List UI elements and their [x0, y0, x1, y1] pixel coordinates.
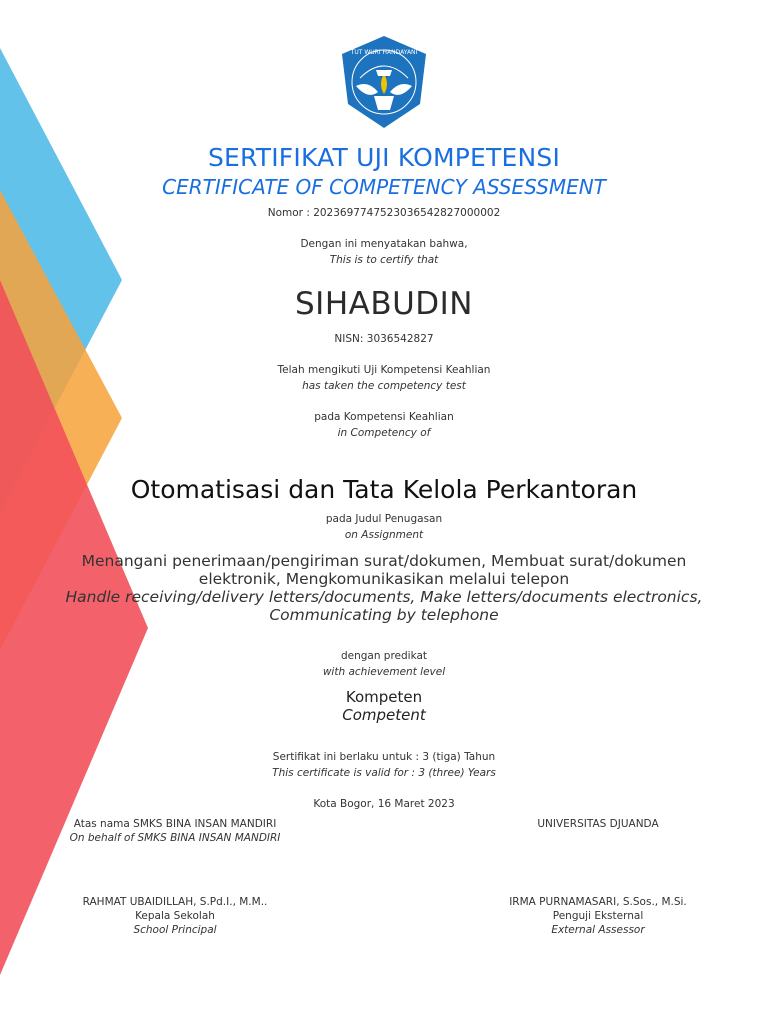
- certificate-subtitle: CERTIFICATE OF COMPETENCY ASSESSMENT: [162, 175, 606, 199]
- predicate-label-id: dengan predikat: [340, 650, 428, 662]
- recipient-nisn: NISN: 3036542827: [334, 333, 434, 345]
- assignment-label-en: on Assignment: [344, 529, 424, 541]
- validity-id: Sertifikat ini berlaku untuk : 3 (tiga) Tahun: [272, 751, 496, 763]
- assignment-label-id: pada Judul Penugasan: [325, 513, 443, 525]
- left-signer-role-id: Kepala Sekolah: [135, 910, 215, 922]
- right-signer-role-id: Penguji Eksternal: [552, 910, 644, 922]
- certify-statement-en: This is to certify that: [329, 254, 439, 266]
- assignment-id-line2: elektronik, Mengkomunikasikan melalui telepon: [198, 570, 570, 588]
- right-signer-block: [478, 895, 718, 937]
- validity-en: This certificate is valid for : 3 (three) Years: [272, 767, 496, 779]
- competency-label-id: pada Kompetensi Keahlian: [314, 411, 454, 423]
- certificate-title: SERTIFIKAT UJI KOMPETENSI: [207, 143, 561, 172]
- left-signer-org: [55, 817, 295, 845]
- assignment-en-line2: Communicating by telephone: [269, 606, 499, 624]
- predicate-id: Kompeten: [345, 688, 423, 706]
- test-statement-en: has taken the competency test: [302, 380, 466, 392]
- test-statement-id: Telah mengikuti Uji Kompetensi Keahlian: [277, 364, 491, 376]
- logo-text: TUT WURI HANDAYANI: [350, 49, 418, 56]
- competency-name: Otomatisasi dan Tata Kelola Perkantoran: [130, 475, 638, 504]
- left-signer-org-id: Atas nama SMKS BINA INSAN MANDIRI: [73, 818, 277, 830]
- right-signer-org: [478, 817, 718, 831]
- right-signer-role-en: External Assessor: [551, 924, 645, 936]
- tut-wuri-handayani-logo: [334, 34, 434, 130]
- place-date: Kota Bogor, 16 Maret 2023: [313, 798, 455, 810]
- predicate-label-en: with achievement level: [322, 666, 446, 678]
- left-signer-role-en: School Principal: [133, 924, 217, 936]
- left-signer-block: [55, 895, 295, 937]
- right-signer-name: IRMA PURNAMASARI, S.Sos., M.Si.: [509, 896, 687, 908]
- right-signer-org-name: UNIVERSITAS DJUANDA: [537, 818, 659, 830]
- assignment-id-line1: Menangani penerimaan/pengiriman surat/dokumen, Membuat surat/dokumen: [81, 552, 687, 570]
- recipient-name: SIHABUDIN: [295, 286, 473, 322]
- certificate-number: Nomor : 2023697747523036542827000002: [267, 207, 501, 219]
- predicate-en: Competent: [342, 706, 426, 724]
- competency-label-en: in Competency of: [337, 427, 431, 439]
- left-signer-org-en: On behalf of SMKS BINA INSAN MANDIRI: [69, 832, 281, 844]
- left-signer-name: RAHMAT UBAIDILLAH, S.Pd.I., M.M..: [82, 896, 268, 908]
- certify-statement-id: Dengan ini menyatakan bahwa,: [300, 238, 468, 250]
- assignment-en-line1: Handle receiving/delivery letters/documents, Make letters/documents electronics,: [65, 588, 703, 606]
